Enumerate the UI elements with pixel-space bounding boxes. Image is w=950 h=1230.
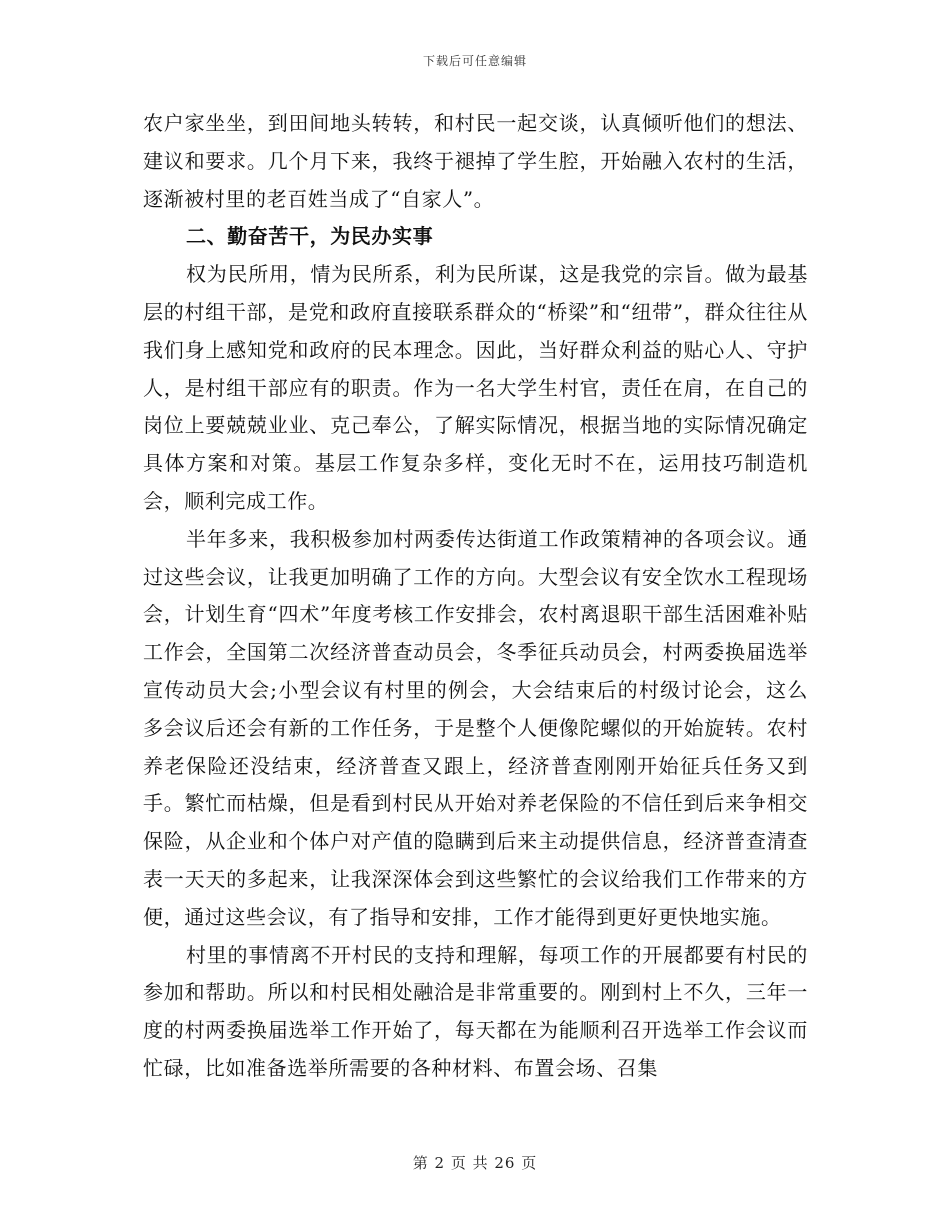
section-heading-2: 二、勤奋苦干，为民办实事 bbox=[186, 224, 434, 249]
paragraph-4: 村里的事情离不开村民的支持和理解，每项工作的开展都要有村民的参加和帮助。所以和村民相处融洽是非常重要的。刚到村上不久，三年一度的村两委换届选举工作开始了，每天都在为能顺利召开选举工作会议而忙碌，比如准备选举所需要的各种材料、布置会场、召集 bbox=[143, 942, 808, 1080]
page-header: 下载后可任意编辑 bbox=[422, 54, 527, 68]
document-body bbox=[143, 105, 808, 1088]
paragraph-3: 半年多来，我积极参加村两委传达街道工作政策精神的各项会议。通过这些会议，让我更加明确了工作的方向。大型会议有安全饮水工程现场会，计划生育“四术”年度考核工作安排会，农村离退职干部生活困难补贴工作会，全国第二次经济普查动员会，冬季征兵动员会，村两委换届选举宣传动员大会;小型会议有村里的例会，大会结束后的村级讨论会，这么多会议后还会有新的工作任务，于是整个人便像陀螺似的开始旋转。农村养老保险还没结束，经济普查又跟上，经济普查刚刚开始征兵任务又到手。繁忙而枯燥，但是看到村民从开始对养老保险的不信任到后来争相交保险，从企业和个体户对产值的隐瞒到后来主动提供信息，经济普查清查表一天天的多起来，让我深深体会到这些繁忙的会议给我们工作带来的方便，通过这些会议，有了指导和安排，工作才能得到更好更快地实施。 bbox=[143, 526, 809, 929]
paragraph-2: 权为民所用，情为民所系，利为民所谋，这是我党的宗旨。做为最基层的村组干部，是党和政府直接联系群众的“桥梁”和“纽带”，群众往往从我们身上感知党和政府的民本理念。因此，当好群众利益的贴心人、守护人，是村组干部应有的职责。作为一名大学生村官，责任在肩，在自己的岗位上要兢兢业业、克己奉公，了解实际情况，根据当地的实际情况确定具体方案和对策。基层工作复杂多样，变化无时不在，运用技巧制造机会，顺利完成工作。 bbox=[143, 262, 808, 513]
page-footer: 第 2 页 共 26 页 bbox=[412, 1154, 538, 1172]
paragraph-1: 农户家坐坐，到田间地头转转，和村民一起交谈，认真倾听他们的想法、建议和要求。几个月下来，我终于褪掉了学生腔，开始融入农村的生活，逐渐被村里的老百姓当成了“自家人”。 bbox=[143, 111, 808, 211]
